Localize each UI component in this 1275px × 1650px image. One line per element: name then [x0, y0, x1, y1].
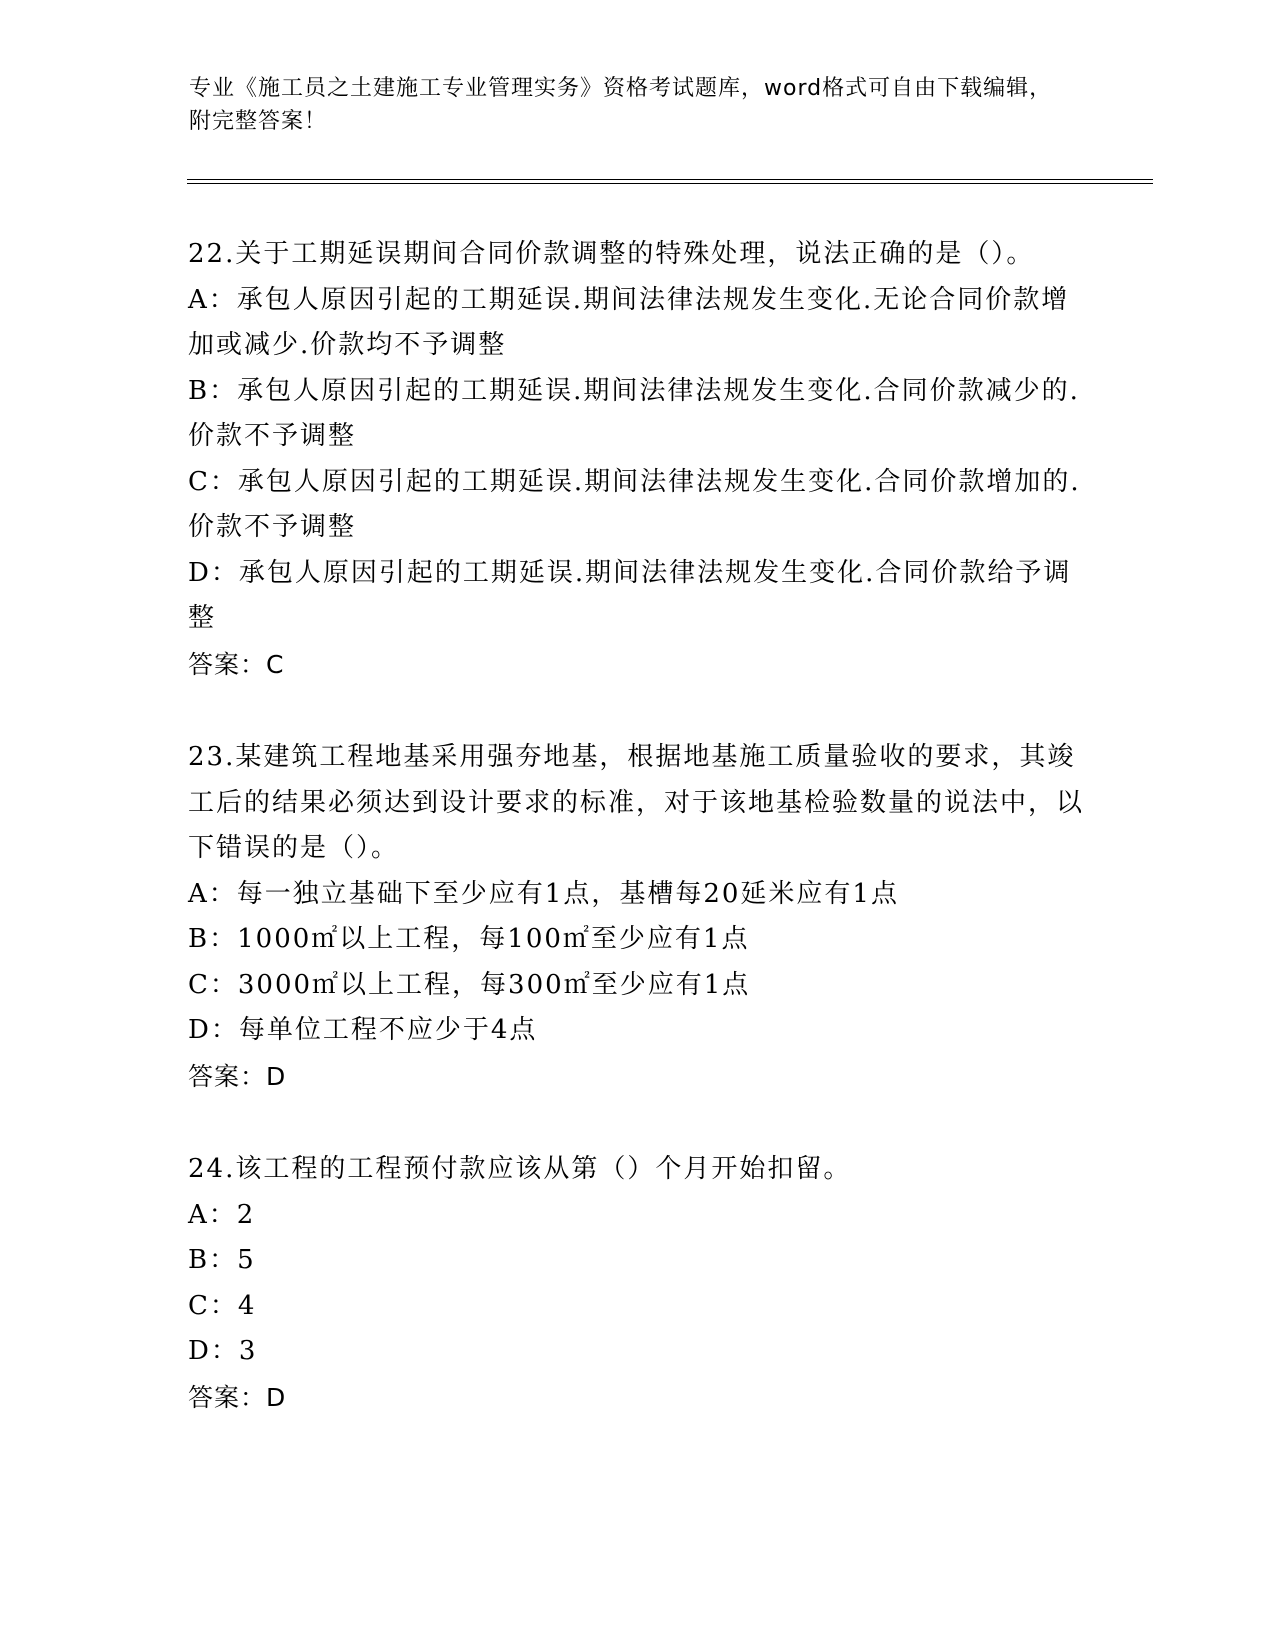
option-d: D：每单位工程不应少于4点: [188, 1015, 538, 1045]
question-22: [188, 232, 1088, 687]
option-a: A：2: [188, 1199, 256, 1230]
answer: 答案：D: [188, 1382, 287, 1412]
option-a: A：承包人原因引起的工期延误.期间法律法规发生变化.无论合同价款增加或减少.价款均不予调整: [188, 284, 1070, 360]
option-c: C：3000㎡以上工程，每300㎡至少应有1点: [188, 969, 751, 1000]
question-23: [188, 735, 1088, 1099]
option-d: D：承包人原因引起的工期延误.期间法律法规发生变化.合同价款给予调整: [188, 557, 1072, 633]
answer: 答案：D: [188, 1061, 287, 1091]
question-stem: 22.关于工期延误期间合同价款调整的特殊处理，说法正确的是（）。: [188, 239, 1035, 269]
page-header: 专业《施工员之土建施工专业管理实务》资格考试题库，word格式可自由下载编辑，附完整答案！: [189, 76, 1053, 134]
question-stem: 23.某建筑工程地基采用强夯地基，根据地基施工质量验收的要求，其竣工后的结果必须达到设计要求的标准，对于该地基检验数量的说法中，以下错误的是（）。: [188, 742, 1085, 863]
header-divider-top: [187, 179, 1153, 180]
question-24: [188, 1147, 1088, 1420]
option-c: C：4: [188, 1290, 257, 1321]
header-divider-bottom: [187, 183, 1153, 184]
option-b: B：1000㎡以上工程，每100㎡至少应有1点: [188, 924, 750, 954]
option-c: C：承包人原因引起的工期延误.期间法律法规发生变化.合同价款增加的.价款不予调整: [188, 466, 1081, 542]
option-a: A：每一独立基础下至少应有1点，基槽每20延米应有1点: [188, 878, 899, 909]
question-stem: 24.该工程的工程预付款应该从第（）个月开始扣留。: [188, 1154, 852, 1184]
option-d: D：3: [188, 1336, 258, 1366]
option-b: B：5: [188, 1245, 256, 1275]
answer: 答案：C: [188, 649, 285, 679]
option-b: B：承包人原因引起的工期延误.期间法律法规发生变化.合同价款减少的.价款不予调整: [188, 375, 1080, 451]
question-list: [188, 232, 1088, 1468]
